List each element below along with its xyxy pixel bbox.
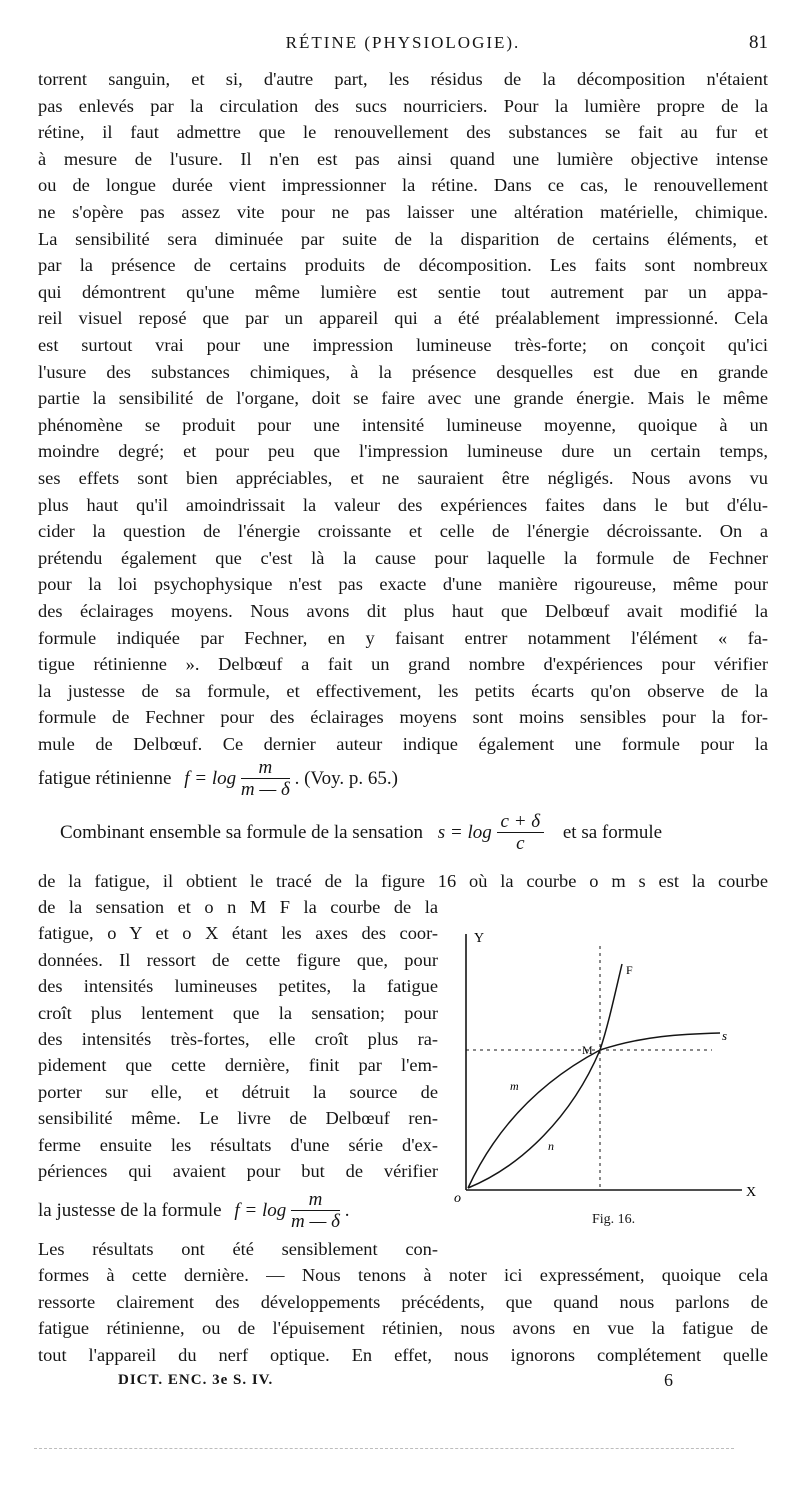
text-line: à mesure de l'usure. Il n'en est pas ainsi quand une lumière objective intense bbox=[38, 149, 768, 169]
fraction-numerator: c + δ bbox=[497, 812, 545, 833]
text-line: plus haut qu'il amoindrissait la valeur des expériences faites dans le but d'élu- bbox=[38, 495, 768, 515]
text-line: données. Il ressort de cette figure que, pour bbox=[38, 950, 438, 970]
text-line: qui démontrent qu'une même lumière est sentie tout autrement par un appa- bbox=[38, 282, 768, 302]
fraction bbox=[497, 812, 545, 855]
formula-fatigue-1 bbox=[38, 758, 398, 801]
text-line: pour la loi psychophysique n'est pas exacte d'une manière rigoureuse, même pour bbox=[38, 574, 768, 594]
figure-16 bbox=[452, 926, 792, 1246]
signature-number: 6 bbox=[664, 1370, 673, 1390]
label-n: n bbox=[548, 1139, 554, 1153]
fraction-numerator: m bbox=[241, 758, 290, 779]
text-line: de la fatigue, il obtient le tracé de la figure 16 où la courbe o m s est la courbe bbox=[38, 871, 768, 891]
text-line: des éclairages moyens. Nous avons dit plus haut que Delbœuf avait modifié la bbox=[38, 601, 768, 621]
text-line: des intensités très-fortes, elle croît plus ra- bbox=[38, 1029, 438, 1049]
text-line: l'usure des substances chimiques, à la présence desquelles est due en grande bbox=[38, 362, 768, 382]
text-line: tigue rétinienne ». Delbœuf a fait un grand nombre d'expériences pour vérifier bbox=[38, 654, 768, 674]
bottom-rule bbox=[34, 1448, 734, 1449]
fatigue-curve bbox=[468, 964, 622, 1188]
text-line: porter sur elle, et détruit la source de bbox=[38, 1082, 438, 1102]
formula-prefix: fatigue rétinienne bbox=[38, 767, 172, 789]
text-line: prétendu également que c'est là la cause pour laquelle la formule de Fechner bbox=[38, 548, 768, 568]
text-line: tout l'appareil du nerf optique. En effet, nous ignorons complétement quelle bbox=[38, 1345, 768, 1365]
label-y: Y bbox=[474, 931, 485, 946]
text-line: pas enlevés par la circulation des sucs nourriciers. Pour la lumière propre de la bbox=[38, 96, 768, 116]
text-line: fatigue, o Y et o X étant les axes des coor- bbox=[38, 923, 438, 943]
text-line: moindre degré; et pour peu que l'impression lumineuse dure un certain temps, bbox=[38, 441, 768, 461]
footer-signature-line: DICT. ENC. 3e S. IV. bbox=[118, 1372, 274, 1388]
text-line: formes à cette dernière. — Nous tenons à noter ici expressément, quoique cela bbox=[38, 1265, 768, 1285]
fraction-denominator: m — δ bbox=[291, 1211, 340, 1232]
running-head: RÉTINE (PHYSIOLOGIE). bbox=[285, 33, 521, 52]
formula-lhs: f = log bbox=[184, 767, 237, 789]
sensation-curve bbox=[468, 1033, 720, 1188]
text-line: ne s'opère pas assez vite pour ne pas laisser une altération matérielle, chimique. bbox=[38, 202, 768, 222]
label-s: s bbox=[722, 1028, 728, 1043]
text-line: formule de Fechner pour des éclairages moyens sont moins sensibles pour la for- bbox=[38, 707, 768, 727]
text-line: formule indiquée par Fechner, en y faisant entrer notamment l'élément « fa- bbox=[38, 628, 768, 648]
formula-suffix: et sa formule bbox=[562, 821, 663, 843]
text-line: ferme ensuite les résultats d'une série d'ex- bbox=[38, 1135, 438, 1155]
text-line: phénomène se produit pour une intensité lumineuse moyenne, quoique à un bbox=[38, 415, 768, 435]
text-line: fatigue rétinienne, ou de l'épuisement rétinien, nous avons en vue la fatigue de bbox=[38, 1318, 768, 1338]
formula-prefix: la justesse de la formule bbox=[38, 1199, 222, 1221]
fraction-denominator: m — δ bbox=[240, 779, 290, 800]
text-line: reil visuel reposé que par un appareil qui a été préalablement impressionné. Cela bbox=[38, 308, 768, 328]
text-line: ressorte clairement des développements précédents, que quand nous parlons de bbox=[38, 1292, 768, 1312]
text-line: torrent sanguin, et si, d'autre part, les résidus de la décomposition n'étaient bbox=[38, 69, 768, 89]
label-m: m bbox=[510, 1079, 519, 1093]
text-line: ses effets sont bien appréciables, et ne sauraient être négligés. Nous avons vu bbox=[38, 468, 768, 488]
label-F: F bbox=[626, 963, 633, 977]
formula-suffix: . (Voy. p. 65.) bbox=[294, 767, 399, 789]
formula-lhs: s = log bbox=[437, 821, 492, 843]
formula-prefix: Combinant ensemble sa formule de la sensation bbox=[60, 821, 424, 843]
page-number: 81 bbox=[749, 32, 768, 53]
text-line: la justesse de sa formule, et effectivement, les petits écarts qu'on observe de la bbox=[38, 681, 768, 701]
text-line: Les résultats ont été sensiblement con- bbox=[38, 1239, 438, 1259]
text-line: des intensités lumineuses petites, la fatigue bbox=[38, 976, 438, 996]
text-line: mule de Delbœuf. Ce dernier auteur indique également une formule pour la bbox=[38, 734, 768, 754]
label-M: M bbox=[582, 1043, 593, 1057]
text-line: cider la question de l'énergie croissante et celle de l'énergie décroissante. On a bbox=[38, 521, 768, 541]
label-origin: o bbox=[454, 1191, 461, 1206]
text-line: sensibilité même. Le livre de Delbœuf ren- bbox=[38, 1108, 438, 1128]
fraction bbox=[241, 758, 290, 801]
fraction bbox=[291, 1190, 340, 1233]
text-line: croît plus lentement que la sensation; pour bbox=[38, 1003, 438, 1023]
formula-sensation bbox=[60, 812, 662, 855]
text-line: de la sensation et o n M F la courbe de la bbox=[38, 897, 438, 917]
text-line: rétine, il faut admettre que le renouvellement des substances se fait au fur et bbox=[38, 122, 768, 142]
page-header bbox=[38, 30, 768, 58]
formula-lhs: f = log bbox=[234, 1199, 287, 1221]
text-line: La sensibilité sera diminuée par suite de la disparition de certains éléments, et bbox=[38, 229, 768, 249]
text-line: ou de longue durée vient impressionner la rétine. Dans ce cas, le renouvellement bbox=[38, 175, 768, 195]
figure-caption: Fig. 16. bbox=[592, 1212, 636, 1227]
text-line: périences qui avaient pour but de vérifier bbox=[38, 1161, 438, 1181]
label-x: X bbox=[746, 1185, 757, 1200]
text-line: pidement que cette dernière, finit par l'em- bbox=[38, 1055, 438, 1075]
fraction-denominator: c bbox=[516, 833, 525, 854]
formula-fatigue-2 bbox=[38, 1190, 349, 1233]
text-line: par la présence de certains produits de décomposition. Les faits sont nombreux bbox=[38, 255, 768, 275]
formula-suffix: . bbox=[344, 1199, 350, 1221]
fraction-numerator: m bbox=[291, 1190, 340, 1211]
text-line: partie la sensibilité de l'organe, doit se faire avec une grande énergie. Mais le même bbox=[38, 388, 768, 408]
text-line: est surtout vrai pour une impression lumineuse très-forte; on conçoit qu'ici bbox=[38, 335, 768, 355]
